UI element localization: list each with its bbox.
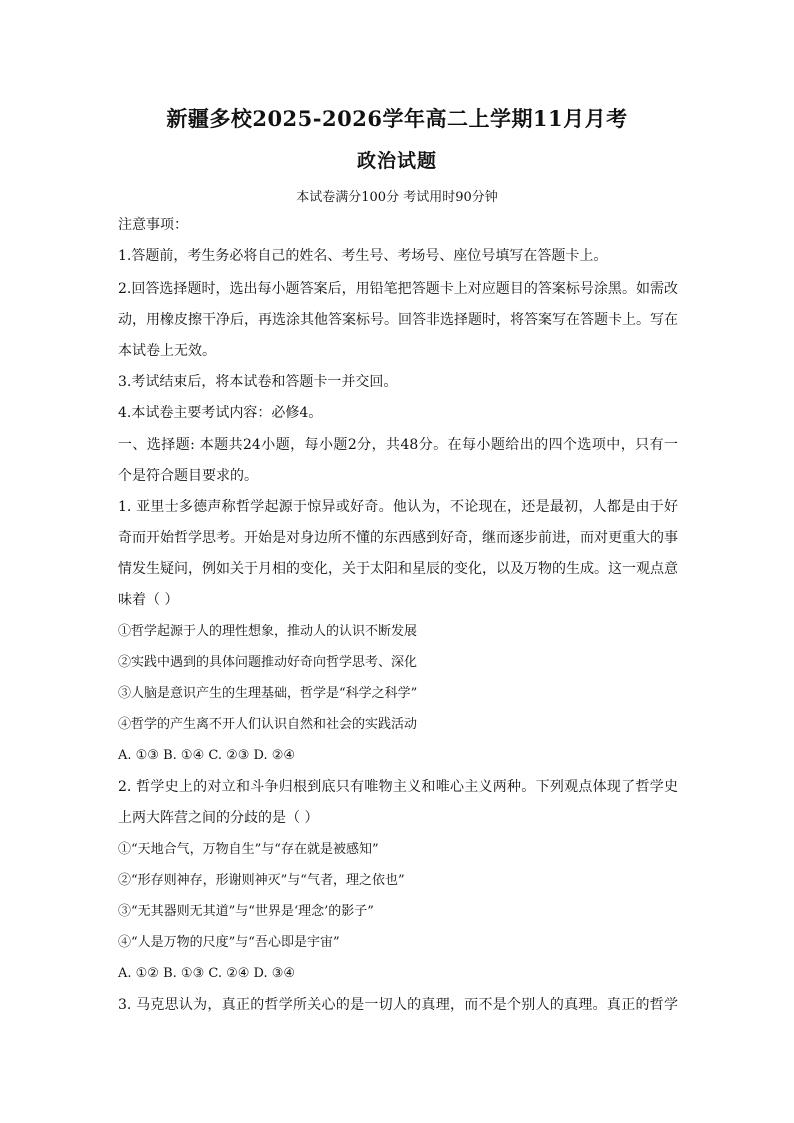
q1-option-3: ③人脑是意识产生的生理基础，哲学是“科学之科学”: [118, 686, 418, 701]
section-1-line-1: 一、选择题: 本题共24小题，每小题2分，共48分。在每小题给出的四个选项中，只有一: [118, 437, 678, 453]
exam-info: 本试卷满分100分 考试用时90分钟: [296, 190, 498, 205]
note-3: 3.考试结束后，将本试卷和答题卡一并交回。: [118, 374, 398, 390]
q1-stem-line-2: 奇而开始哲学思考。开始是对身边所不懂的东西感到好奇，继而逐步前进，而对更重大的事: [118, 530, 678, 546]
note-2-line-1: 2.回答选择题时，选出每小题答案后，用铅笔把答题卡上对应题目的答案标号涂黑。如需改: [118, 281, 678, 297]
q1-choices: A. ①③ B. ①④ C. ②③ D. ②④: [118, 748, 296, 763]
note-4: 4.本试卷主要考试内容：必修4。: [118, 405, 323, 421]
notes-heading: 注意事项：: [118, 217, 188, 233]
note-2-line-3: 本试卷上无效。: [118, 343, 216, 359]
q1-stem-line-3: 情发生疑问，例如关于月相的变化，关于太阳和星辰的变化，以及万物的生成。这一观点意: [118, 561, 678, 577]
q2-stem-line-1: 2. 哲学史上的对立和斗争归根到底只有唯物主义和唯心主义两种。下列观点体现了哲学史: [118, 779, 678, 795]
q1-option-1: ①哲学起源于人的理性想象，推动人的认识不断发展: [118, 624, 418, 639]
q3-stem-line-1: 3. 马克思认为，真正的哲学所关心的是一切人的真理，而不是个别人的真理。真正的哲学: [118, 997, 678, 1013]
q2-stem-line-2: 上两大阵营之间的分歧的是（ ）: [118, 810, 319, 826]
q2-option-1: ①“天地合气，万物自生”与“存在就是被感知”: [118, 842, 379, 857]
q1-option-4: ④哲学的产生离不开人们认识自然和社会的实践活动: [118, 717, 418, 732]
q2-option-4: ④“人是万物的尺度”与“吾心即是宇宙”: [118, 935, 340, 950]
q2-choices: A. ①② B. ①③ C. ②④ D. ③④: [118, 966, 296, 981]
q1-stem-line-1: 1. 亚里士多德声称哲学起源于惊异或好奇。他认为，不论现在，还是最初，人都是由于好: [118, 499, 678, 515]
q1-stem-line-4: 味着（ ）: [118, 592, 179, 608]
note-1: 1.答题前，考生务必将自己的姓名、考生号、考场号、座位号填写在答题卡上。: [118, 248, 608, 264]
exam-subject: 政治试题: [356, 150, 437, 172]
q2-option-3: ③“无其器则无其道”与“世界是‘理念’的影子”: [118, 904, 374, 919]
q1-option-2: ②实践中遇到的具体问题推动好奇向哲学思考、深化: [118, 655, 418, 670]
exam-title: 新疆多校2025-2026学年高二上学期11月月考: [166, 106, 628, 131]
note-2-line-2: 动，用橡皮擦干净后，再选涂其他答案标号。回答非选择题时，将答案写在答题卡上。写在: [118, 312, 678, 328]
q2-option-2: ②“形存则神存，形谢则神灭”与“气者，理之依也”: [118, 873, 405, 888]
section-1-line-2: 个是符合题目要求的。: [118, 468, 258, 484]
